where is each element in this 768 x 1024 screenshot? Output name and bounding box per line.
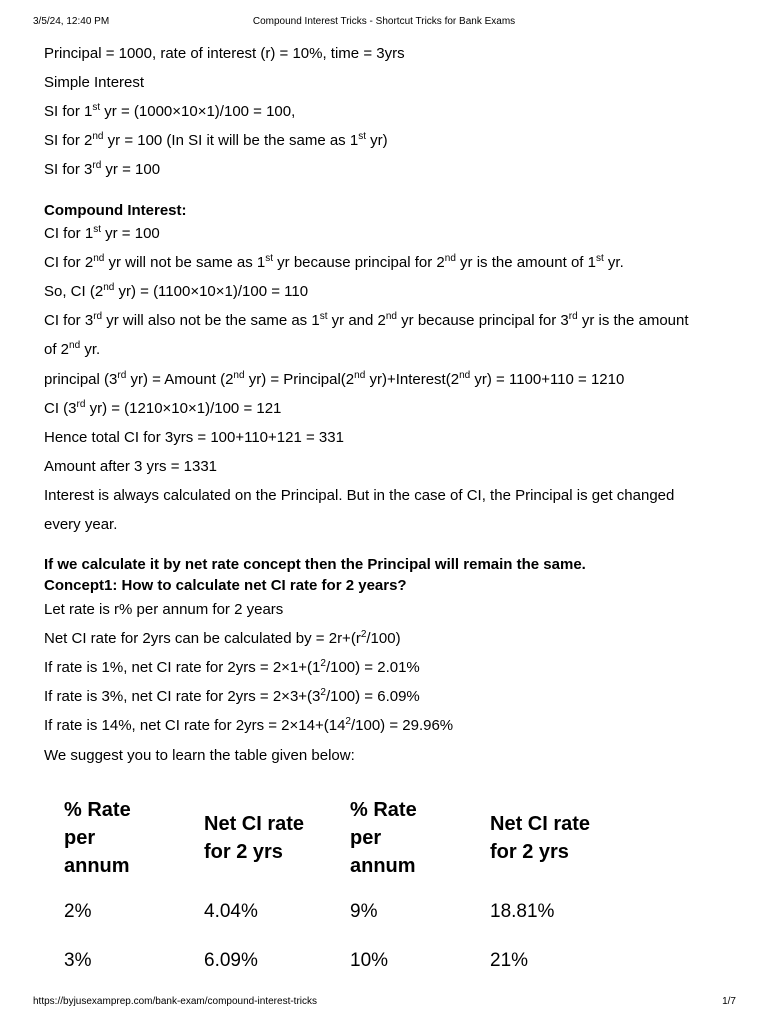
header-text: Net CI rate bbox=[204, 813, 305, 835]
section-heading bbox=[44, 555, 586, 575]
print-datetime: 3/5/24, 12:40 PM bbox=[33, 16, 110, 27]
text-run: yr. bbox=[80, 341, 101, 358]
text-run: /100) = 6.09% bbox=[325, 688, 420, 705]
print-url: https://byjusexamprep.com/bank-exam/compound-interest-tricks bbox=[33, 996, 318, 1007]
text-run: So, CI (2 bbox=[44, 283, 104, 300]
header-text: for 2 yrs bbox=[204, 841, 283, 863]
text-run: SI for 1 bbox=[44, 103, 93, 120]
text-run: Interest is always calculated on the Principal. But in the case of CI, the Principal is get changed bbox=[44, 487, 675, 504]
text-line bbox=[44, 486, 674, 506]
text-run: If rate is 14%, net CI rate for 2yrs = 2×14+(14 bbox=[44, 717, 346, 734]
text-line bbox=[44, 515, 117, 535]
text-run: yr because principal for 3 bbox=[396, 312, 569, 329]
table-cell: 18.81% bbox=[490, 901, 555, 922]
superscript: 2 bbox=[320, 658, 326, 669]
text-run: If rate is 1%, net CI rate for 2yrs = 2×1+(1 bbox=[44, 659, 321, 676]
superscript: st bbox=[358, 131, 366, 142]
text-line bbox=[44, 160, 160, 180]
text-run: yr. bbox=[603, 254, 624, 271]
text-run: If rate is 3%, net CI rate for 2yrs = 2×3+(3 bbox=[44, 688, 321, 705]
text-run: yr) = 1100+110 = 1210 bbox=[470, 371, 625, 388]
text-line bbox=[44, 253, 624, 273]
text-line bbox=[44, 282, 308, 302]
text-line bbox=[44, 102, 295, 122]
superscript: 2 bbox=[320, 687, 326, 698]
text-line bbox=[44, 746, 355, 766]
text-line bbox=[44, 687, 420, 707]
superscript: st bbox=[265, 253, 273, 264]
text-run: yr = 100 (In SI it will be the same as 1 bbox=[103, 132, 359, 149]
header-text: per bbox=[64, 827, 96, 849]
section-heading bbox=[44, 201, 187, 221]
superscript: st bbox=[93, 224, 101, 235]
superscript: rd bbox=[92, 160, 102, 171]
text-run: yr is the amount bbox=[577, 312, 689, 329]
text-run: every year. bbox=[44, 516, 118, 533]
text-run: Hence total CI for 3yrs = 100+110+121 = 331 bbox=[44, 429, 344, 446]
text-run: yr is the amount of 1 bbox=[455, 254, 596, 271]
header-text: % Rate bbox=[64, 799, 131, 821]
text-run: Net CI rate for 2yrs can be calculated by = 2r+(r bbox=[44, 630, 361, 647]
superscript: nd bbox=[385, 311, 397, 322]
text-line bbox=[44, 131, 388, 151]
text-line bbox=[44, 428, 344, 448]
text-run: yr because principal for 2 bbox=[273, 254, 445, 271]
text-line bbox=[44, 399, 281, 419]
superscript: nd bbox=[92, 131, 104, 142]
table-header-cell bbox=[350, 796, 417, 880]
text-run: We suggest you to learn the table given below: bbox=[44, 747, 355, 764]
table-cell: 21% bbox=[490, 950, 529, 971]
text-run: Let rate is r% per annum for 2 years bbox=[44, 601, 284, 618]
header-text: % Rate bbox=[350, 799, 417, 821]
text-run: /100) = 2.01% bbox=[325, 659, 420, 676]
superscript: st bbox=[595, 253, 604, 264]
text-run: yr and 2 bbox=[327, 312, 386, 329]
table-cell: 2% bbox=[64, 901, 92, 922]
superscript: rd bbox=[76, 399, 86, 410]
superscript: nd bbox=[354, 370, 366, 381]
text-line bbox=[44, 658, 420, 678]
text-line bbox=[44, 716, 453, 736]
text-run: yr)+Interest(2 bbox=[365, 371, 460, 388]
table-cell: 10% bbox=[350, 950, 389, 971]
superscript: nd bbox=[69, 340, 81, 351]
superscript: st bbox=[319, 311, 328, 322]
text-line bbox=[44, 44, 405, 64]
text-line bbox=[44, 311, 689, 331]
table-cell: 9% bbox=[350, 901, 378, 922]
table-cell: 6.09% bbox=[204, 950, 258, 971]
table-header-cell bbox=[64, 796, 131, 880]
header-text: for 2 yrs bbox=[490, 841, 569, 863]
text-run: Simple Interest bbox=[44, 74, 145, 91]
print-page-title: Compound Interest Tricks - Shortcut Tricks for Bank Exams bbox=[252, 16, 516, 27]
superscript: nd bbox=[444, 253, 456, 264]
text-run: Amount after 3 yrs = 1331 bbox=[44, 458, 218, 475]
text-line bbox=[44, 629, 401, 649]
text-line bbox=[44, 73, 144, 93]
text-line bbox=[44, 600, 283, 620]
text-run: principal (3 bbox=[44, 371, 118, 388]
header-text: annum bbox=[64, 855, 130, 877]
superscript: nd bbox=[93, 253, 105, 264]
superscript: rd bbox=[117, 370, 127, 381]
text-run: yr) = Amount (2 bbox=[126, 371, 234, 388]
superscript: 2 bbox=[360, 629, 367, 640]
text-run: SI for 2 bbox=[44, 132, 93, 149]
superscript: rd bbox=[568, 311, 578, 322]
text-run: CI for 3 bbox=[44, 312, 94, 329]
text-run: yr) = (1210×10×1)/100 = 121 bbox=[85, 400, 282, 417]
table-header-cell bbox=[490, 810, 590, 866]
section-heading bbox=[44, 576, 407, 596]
page-number: 1/7 bbox=[722, 996, 736, 1007]
text-run: yr will also not be the same as 1 bbox=[102, 312, 320, 329]
table-cell: 4.04% bbox=[204, 901, 258, 922]
text-line bbox=[44, 224, 160, 244]
text-run: CI (3 bbox=[44, 400, 77, 417]
table-cell: 3% bbox=[64, 950, 92, 971]
text-run: Principal = 1000, rate of interest (r) = 10%, time = 3yrs bbox=[44, 45, 405, 62]
superscript: nd bbox=[459, 370, 471, 381]
text-run: If we calculate it by net rate concept then the Principal will remain the same. bbox=[44, 556, 586, 573]
text-run: yr = 100 bbox=[101, 161, 161, 178]
superscript: st bbox=[92, 102, 101, 113]
text-run: /100) bbox=[366, 630, 401, 647]
table-header-cell bbox=[204, 810, 304, 866]
text-line bbox=[44, 340, 100, 360]
text-run: yr) bbox=[365, 132, 388, 149]
text-run: yr will not be same as 1 bbox=[104, 254, 266, 271]
text-run: yr) = (1100×10×1)/100 = 110 bbox=[114, 283, 309, 300]
text-line bbox=[44, 457, 217, 477]
superscript: rd bbox=[93, 311, 103, 322]
superscript: nd bbox=[233, 370, 245, 381]
text-run: of 2 bbox=[44, 341, 70, 358]
text-run: CI for 1 bbox=[44, 225, 94, 242]
header-text: annum bbox=[350, 855, 416, 877]
superscript: nd bbox=[103, 282, 115, 293]
text-run: yr = (1000×10×1)/100 = 100, bbox=[100, 103, 296, 120]
text-line bbox=[44, 370, 624, 390]
header-text: Net CI rate bbox=[490, 813, 591, 835]
text-run: yr = 100 bbox=[100, 225, 160, 242]
text-run: Concept1: How to calculate net CI rate for 2 years? bbox=[44, 577, 407, 594]
text-run: yr) = Principal(2 bbox=[244, 371, 355, 388]
text-run: /100) = 29.96% bbox=[350, 717, 454, 734]
text-run: Compound Interest: bbox=[44, 202, 187, 219]
superscript: 2 bbox=[345, 716, 351, 727]
header-text: per bbox=[350, 827, 382, 849]
text-run: SI for 3 bbox=[44, 161, 93, 178]
text-run: CI for 2 bbox=[44, 254, 94, 271]
